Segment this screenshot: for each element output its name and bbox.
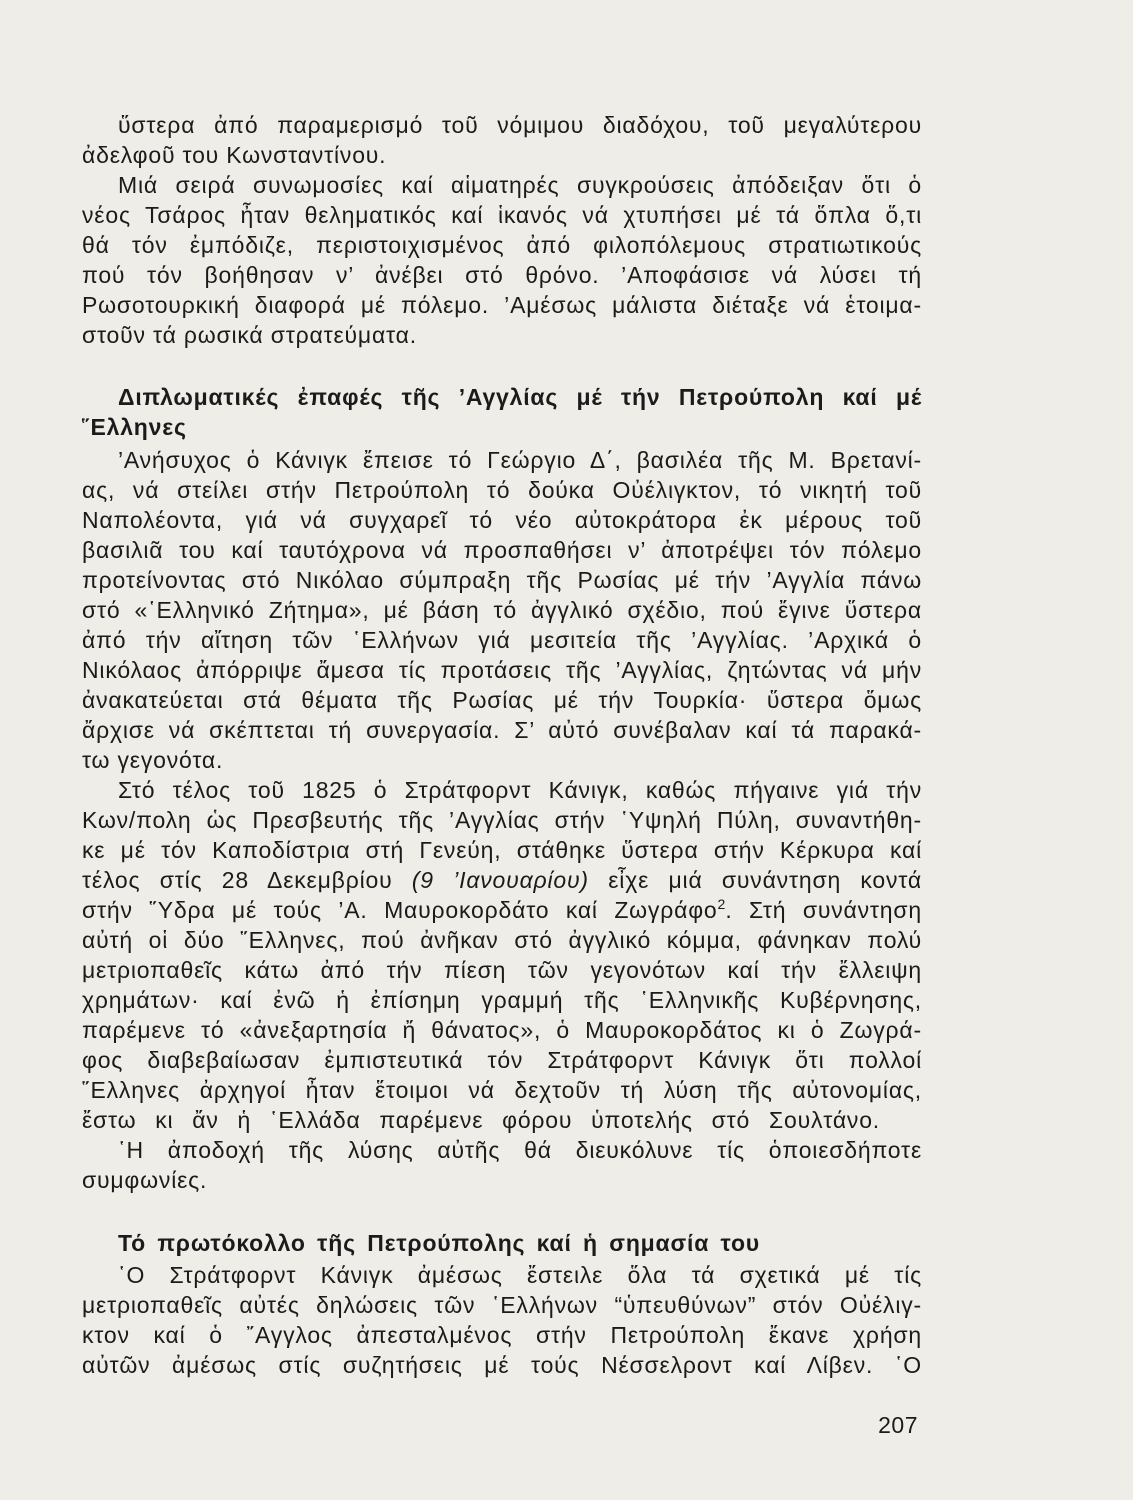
text-line: συμφωνίες. bbox=[82, 1167, 208, 1193]
text-line: κτον καί ὁ ῎Αγγλος ἀπεσταλμένος στήν Πετρούπολη ἔκανε χρήση bbox=[82, 1322, 922, 1348]
text-line: παρέμενε τό «ἀνεξαρτησία ἤ θάνατος», ὁ Μαυροκορδάτος κι ὁ Ζωγρά- bbox=[82, 1017, 922, 1043]
text-line: ῾Η ἀποδοχή τῆς λύσης αὐτῆς θά διευκόλυνε τίς ὁποιεσδήποτε bbox=[118, 1137, 922, 1163]
text-line: ὕστερα ἀπό παραμερισμό τοῦ νόμιμου διαδόχου, τοῦ μεγαλύτερου bbox=[118, 112, 922, 138]
text-line: βασιλιᾶ του καί ταυτόχρονα νά προσπαθήσει ν’ ἀποτρέψει τόν πόλεμο bbox=[82, 537, 922, 563]
text-line: ἀνακατεύεται στά θέματα τῆς Ρωσίας μέ τήν Τουρκία· ὕστερα ὅμως bbox=[82, 687, 922, 713]
page-text bbox=[82, 110, 922, 1380]
footnote-reference: 2 bbox=[717, 896, 726, 912]
text-line: στό «῾Ελληνικό Ζήτημα», μέ βάση τό ἀγγλικό σχέδιο, πού ἔγινε ὕστερα bbox=[82, 597, 922, 623]
text-line: ἔστω κι ἄν ἡ ῾Ελλάδα παρέμενε φόρου ὑποτελής στό Σουλτάνο. bbox=[82, 1107, 880, 1133]
text-line: αὐτῶν ἀμέσως στίς συζητήσεις μέ τούς Νέσσελροντ καί Λίβεν. ῾Ο bbox=[82, 1352, 922, 1378]
paragraph bbox=[82, 110, 922, 170]
text-segment: τέλος στίς 28 Δεκεμβρίου bbox=[82, 867, 412, 893]
text-line: χρημάτων· καί ἐνῶ ἡ ἐπίσημη γραμμή τῆς ῾Ελληνικῆς Κυβέρνησης, bbox=[82, 987, 922, 1013]
text-line: μετριοπαθεῖς κάτω ἀπό τήν πίεση τῶν γεγονότων καί τήν ἔλλειψη bbox=[82, 957, 922, 983]
heading-line: Διπλωματικές ἐπαφές τῆς ’Αγγλίας μέ τήν Πετρούπολη καί μέ bbox=[118, 384, 922, 410]
text-line bbox=[82, 895, 922, 925]
text-line: τω γεγονότα. bbox=[82, 747, 224, 773]
text-line: ’Ανήσυχος ὁ Κάνιγκ ἔπεισε τό Γεώργιο Δ΄, βασιλέα τῆς Μ. Βρετανί- bbox=[118, 447, 922, 473]
text-line: φος διαβεβαίωσαν ἐμπιστευτικά τόν Στράτφορντ Κάνιγκ ὅτι πολλοί bbox=[82, 1047, 922, 1073]
text-line: Νικόλαος ἀπόρριψε ἄμεσα τίς προτάσεις τῆς ’Αγγλίας, ζητώντας νά μήν bbox=[82, 657, 922, 683]
text-line: ἄρχισε νά σκέπτεται τή συνεργασία. Σ’ αὐτό συνέβαλαν καί τά παρακά- bbox=[82, 717, 922, 743]
text-line: ἀδελφοῦ του Κωνσταντίνου. bbox=[82, 142, 387, 168]
page-number: 207 bbox=[878, 1412, 918, 1438]
text-segment: στήν ῞Υδρα μέ τούς ’Α. Μαυροκορδάτο καί Ζωγράφο bbox=[82, 897, 718, 923]
text-line: προτείνοντας στό Νικόλαο σύμπραξη τῆς Ρωσίας μέ τήν ’Αγγλία πάνω bbox=[82, 567, 922, 593]
text-line: αὐτή οἱ δύο ῞Ελληνες, πού ἀνῆκαν στό ἀγγλικό κόμμα, φάνηκαν πολύ bbox=[82, 927, 922, 953]
text-line: στοῦν τά ρωσικά στρατεύματα. bbox=[82, 322, 417, 348]
paragraph bbox=[82, 170, 922, 350]
italic-date: (9 ’Ιανουαρίου) bbox=[411, 867, 589, 893]
text-line: μετριοπαθεῖς αὐτές δηλώσεις τῶν ῾Ελλήνων “ὑπευθύνων” στόν Οὐέλιγ- bbox=[82, 1292, 922, 1318]
text-line bbox=[82, 865, 922, 895]
text-line: νέος Τσάρος ἦταν θεληματικός καί ἱκανός νά χτυπήσει μέ τά ὅπλα ὅ,τι bbox=[82, 202, 922, 228]
section-heading bbox=[82, 1228, 922, 1258]
text-line: Ρωσοτουρκική διαφορά μέ πόλεμο. ’Αμέσως μάλιστα διέταξε νά ἑτοιμα- bbox=[82, 292, 922, 318]
text-line: ας, νά στείλει στήν Πετρούπολη τό δούκα Οὐέλιγκτον, τό νικητή τοῦ bbox=[82, 477, 922, 503]
text-line: πού τόν βοήθησαν ν’ ἀνέβει στό θρόνο. ’Αποφάσισε νά λύσει τή bbox=[82, 262, 922, 288]
text-line: θά τόν ἐμπόδιζε, περιστοιχισμένος ἀπό φιλοπόλεμους στρατιωτικούς bbox=[82, 232, 922, 258]
paragraph bbox=[82, 775, 922, 1135]
paragraph bbox=[82, 445, 922, 775]
text-line: Ναπολέοντα, γιά νά συγχαρεῖ τό νέο αὐτοκράτορα ἐκ μέρους τοῦ bbox=[82, 507, 922, 533]
text-line: κε μέ τόν Καποδίστρια στή Γενεύη, στάθηκε ὕστερα στήν Κέρκυρα καί bbox=[82, 837, 922, 863]
text-line: Μιά σειρά συνωμοσίες καί αἱματηρές συγκρούσεις ἀπόδειξαν ὅτι ὁ bbox=[118, 172, 922, 198]
paragraph bbox=[82, 1260, 922, 1380]
text-line: ῾Ο Στράτφορντ Κάνιγκ ἀμέσως ἔστειλε ὅλα τά σχετικά μέ τίς bbox=[118, 1262, 922, 1288]
text-line: Στό τέλος τοῦ 1825 ὁ Στράτφορντ Κάνιγκ, καθώς πήγαινε γιά τήν bbox=[118, 777, 922, 803]
heading-line: ῞Ελληνες bbox=[82, 414, 187, 440]
section-heading bbox=[82, 382, 922, 442]
heading-line: Τό πρωτόκολλο τῆς Πετρούπολης καί ἡ σημασία του bbox=[118, 1230, 760, 1256]
text-segment: . Στή συνάντηση bbox=[725, 897, 922, 923]
text-line: ῞Ελληνες ἀρχηγοί ἦταν ἕτοιμοι νά δεχτοῦν τή λύση τῆς αὐτονομίας, bbox=[82, 1077, 922, 1103]
text-segment: εἶχε μιά συνάντηση κοντά bbox=[588, 867, 922, 893]
text-line: Κων/πολη ὡς Πρεσβευτής τῆς ’Αγγλίας στήν ῾Υψηλή Πύλη, συναντήθη- bbox=[82, 807, 922, 833]
paragraph bbox=[82, 1135, 922, 1195]
text-line: ἀπό τήν αἴτηση τῶν ῾Ελλήνων γιά μεσιτεία τῆς ’Αγγλίας. ’Αρχικά ὁ bbox=[82, 627, 922, 653]
